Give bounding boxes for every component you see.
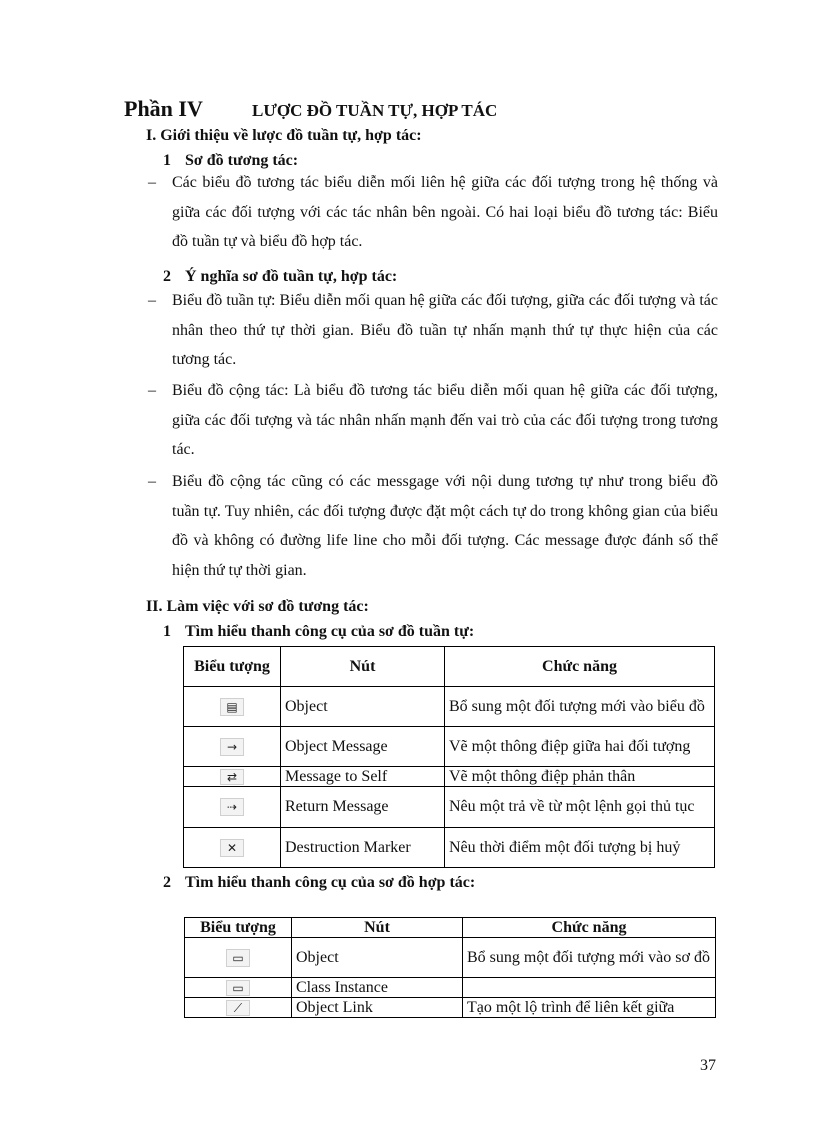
bullet-dash: – <box>148 382 156 399</box>
icon-cell <box>184 687 281 727</box>
class-instance-icon: ▭ <box>226 980 250 996</box>
table-header-row <box>184 647 715 687</box>
part-title: LƯỢC ĐỒ TUẦN TỰ, HỢP TÁC <box>252 101 498 120</box>
part-label: Phần IV <box>124 96 203 121</box>
button-name: Destruction Marker <box>281 828 445 868</box>
table-row <box>184 727 715 767</box>
subsection-2-1 <box>163 623 623 645</box>
table-row <box>185 978 716 998</box>
subsection-number: 1 <box>163 152 171 169</box>
subsection-title: Sơ đồ tương tác: <box>185 152 299 169</box>
button-function: Nêu một trả về từ một lệnh gọi thủ tục <box>445 787 715 828</box>
bullet-dash: – <box>148 174 156 191</box>
section-2-heading: II. Làm việc với sơ đồ tương tác: <box>146 598 369 615</box>
button-name: Message to Self <box>281 767 445 787</box>
object-icon: ▤ <box>220 698 244 716</box>
button-function: Nêu thời điểm một đối tượng bị huỷ <box>445 828 715 868</box>
icon-cell <box>185 938 292 978</box>
subsection-2-2 <box>163 874 623 896</box>
column-header-function: Chức năng <box>463 918 716 938</box>
icon-cell <box>185 998 292 1018</box>
paragraph-collaboration-messages: Biểu đồ cộng tác cũng có các messgage với nội dung tương tự như trong biểu đồ tuần tự. Tuy nhiên, các đối tượng được đặt một cách tự do trong không gian của biểu đồ và không có đường life line cho mỗi đối tượng. Các message được đánh số thể hiện thứ tự thời gian. <box>172 473 718 579</box>
button-function: Vẽ một thông điệp giữa hai đối tượng <box>445 727 715 767</box>
button-function <box>463 978 716 998</box>
icon-cell <box>184 787 281 828</box>
collaboration-toolbar-table <box>184 917 716 1018</box>
object-icon: ▭ <box>226 949 250 967</box>
column-header-button: Nút <box>281 647 445 687</box>
table-row <box>184 828 715 868</box>
destruction-marker-icon: ✕ <box>220 839 244 857</box>
button-function: Vẽ một thông điệp phản thân <box>445 767 715 787</box>
column-header-function: Chức năng <box>445 647 715 687</box>
paragraph-sequence-diagram: Biểu đồ tuần tự: Biểu diễn mối quan hệ giữa các đối tượng, giữa các đối tượng và tác nhân theo thứ tự thời gian. Biểu đồ tuần tự nhấn mạnh thứ tự thực hiện của các tương tác. <box>172 292 718 368</box>
object-message-icon: → <box>220 738 244 756</box>
subsection-title: Tìm hiểu thanh công cụ của sơ đồ tuần tự: <box>185 623 475 640</box>
column-header-button: Nút <box>292 918 463 938</box>
subsection-number: 1 <box>163 623 171 640</box>
column-header-icon: Biểu tượng <box>184 647 281 687</box>
button-name: Return Message <box>281 787 445 828</box>
button-name: Object Message <box>281 727 445 767</box>
icon-cell <box>185 978 292 998</box>
subsection-title: Ý nghĩa sơ đồ tuần tự, hợp tác: <box>185 268 398 285</box>
icon-cell <box>184 828 281 868</box>
table-header-row <box>185 918 716 938</box>
sequence-toolbar-table <box>183 646 715 868</box>
icon-cell <box>184 767 281 787</box>
bullet-dash: – <box>148 473 156 490</box>
button-name: Class Instance <box>292 978 463 998</box>
paragraph-collaboration-diagram: Biểu đồ cộng tác: Là biểu đồ tương tác biểu diễn mối quan hệ giữa các đối tượng, giữa các đối tượng và tác nhân nhấn mạnh đến vai trò của các đối tượng trong tương tác. <box>172 382 718 458</box>
subsection-title: Tìm hiểu thanh công cụ của sơ đồ hợp tác: <box>185 874 476 891</box>
paragraph-interaction-diagrams: Các biểu đồ tương tác biểu diễn mối liên hệ giữa các đối tượng trong hệ thống và giữa các đối tượng với các tác nhân bên ngoài. Có hai loại biểu đồ tương tác: Biểu đồ tuần tự và biểu đồ hợp tác. <box>172 174 718 250</box>
button-function: Bổ sung một đối tượng mới vào sơ đồ <box>463 938 716 978</box>
subsection-number: 2 <box>163 874 171 891</box>
subsection-number: 2 <box>163 268 171 285</box>
table-row <box>184 767 715 787</box>
button-function: Tạo một lộ trình để liên kết giữa <box>463 998 716 1018</box>
button-name: Object <box>281 687 445 727</box>
icon-cell <box>184 727 281 767</box>
page-number: 37 <box>700 1057 716 1074</box>
return-message-icon: ⇢ <box>220 798 244 816</box>
section-1-heading: I. Giới thiệu về lược đồ tuần tự, hợp tác: <box>146 127 422 144</box>
bullet-dash: – <box>148 292 156 309</box>
button-name: Object Link <box>292 998 463 1018</box>
button-name: Object <box>292 938 463 978</box>
table-row <box>185 998 716 1018</box>
message-to-self-icon: ⇄ <box>220 769 244 785</box>
table-row <box>184 787 715 828</box>
column-header-icon: Biểu tượng <box>185 918 292 938</box>
table-row <box>185 938 716 978</box>
table-row <box>184 687 715 727</box>
object-link-icon: ⟋ <box>226 1000 250 1016</box>
button-function: Bổ sung một đối tượng mới vào biểu đồ <box>445 687 715 727</box>
